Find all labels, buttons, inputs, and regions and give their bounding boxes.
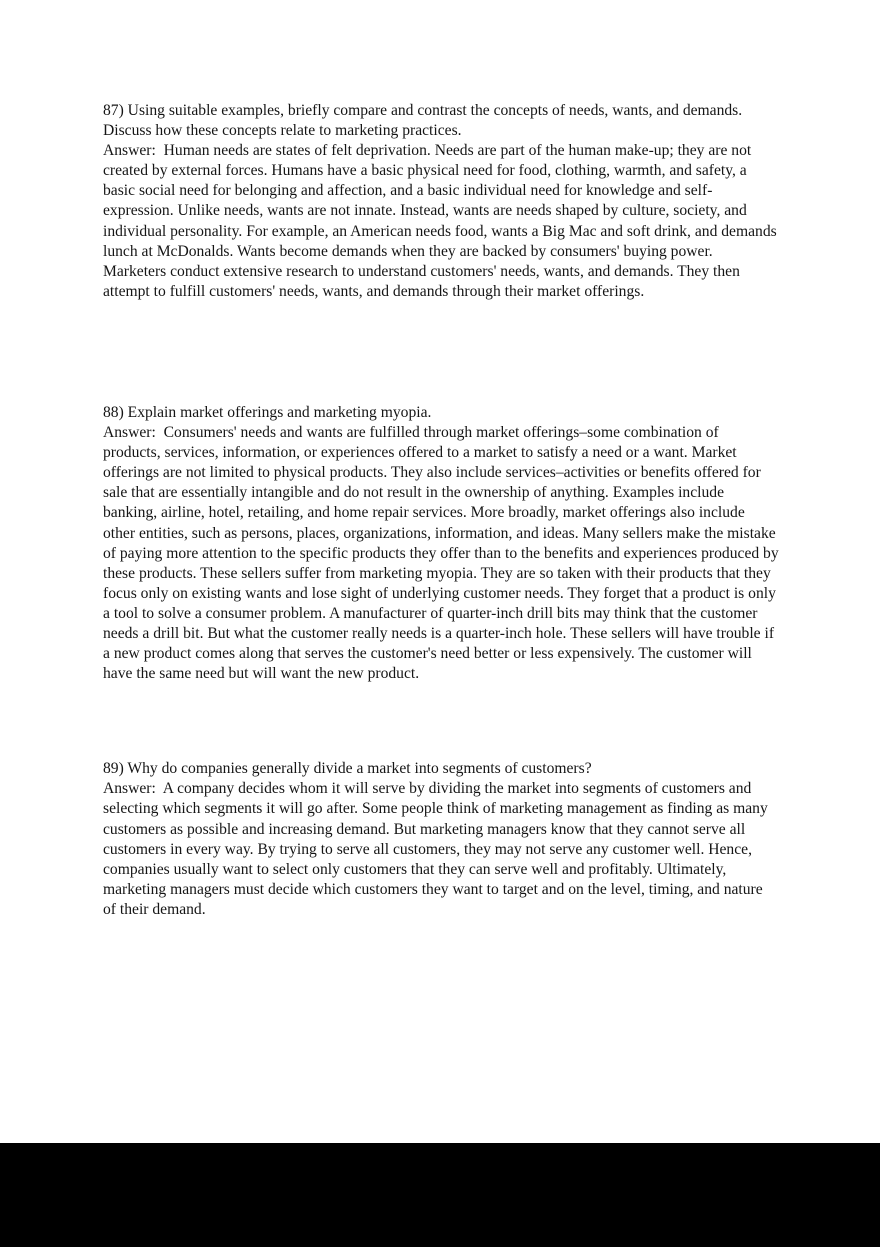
document-content — [103, 101, 783, 920]
answer-text-87: Answer: Human needs are states of felt deprivation. Needs are part of the human make-up; they are not created by external forces. Humans have a basic physical need for food, clothing, warmth, and safety, a basic social need for belonging and affection, and a basic individual need for knowledge and self-expression. Unlike needs, wants are not innate. Instead, wants are needs shaped by culture, society, and individual personality. For example, an American needs food, wants a Big Mac and soft drink, and demands lunch at McDonalds. Wants become demands when they are backed by consumers' buying power. Marketers conduct extensive research to understand customers' needs, wants, and demands. They then attempt to fulfill customers' needs, wants, and demands through their market offerings. — [103, 142, 781, 300]
bottom-black-band — [0, 1143, 880, 1247]
qa-block-88 — [103, 403, 783, 684]
answer-text-88: Answer: Consumers' needs and wants are fulfilled through market offerings–some combination of products, services, information, or experiences offered to a market to satisfy a need or a want. Market offerings are not limited to physical products. They also include services–activities or benefits offered for sale that are essentially intangible and do not result in the ownership of anything. Examples include banking, airline, hotel, retailing, and home repair services. More broadly, market offerings also include other entities, such as persons, places, organizations, information, and ideas. Many sellers make the mistake of paying more attention to the specific products they offer than to the benefits and experiences produced by these products. These sellers suffer from marketing myopia. They are so taken with their products that they focus only on existing wants and lose sight of underlying customer needs. They forget that a product is only a tool to solve a consumer problem. A manufacturer of quarter-inch drill bits may think that the customer needs a drill bit. But what the customer really needs is a quarter-inch hole. These sellers will have trouble if a new product comes along that serves the customer's need better or less expensively. The customer will have the same need but will want the new product. — [103, 424, 783, 683]
qa-block-89 — [103, 759, 779, 920]
question-text-88: 88) Explain market offerings and marketing myopia. — [103, 403, 432, 421]
question-text-89: 89) Why do companies generally divide a market into segments of customers? — [103, 760, 592, 778]
answer-text-89: Answer: A company decides whom it will serve by dividing the market into segments of customers and selecting which segments it will go after. Some people think of marketing management as finding as many customers as possible and increasing demand. But marketing managers know that they cannot serve all customers in every way. By trying to serve all customers, they may not serve any customer well. Hence, companies usually want to select only customers that they can serve well and profitably. Ultimately, marketing managers must decide which customers they want to target and on the level, timing, and nature of their demand. — [103, 780, 772, 918]
question-text-87: 87) Using suitable examples, briefly compare and contrast the concepts of needs, wants, and demands. Discuss how these concepts relate to marketing practices. — [103, 102, 747, 140]
qa-block-87 — [103, 101, 779, 302]
